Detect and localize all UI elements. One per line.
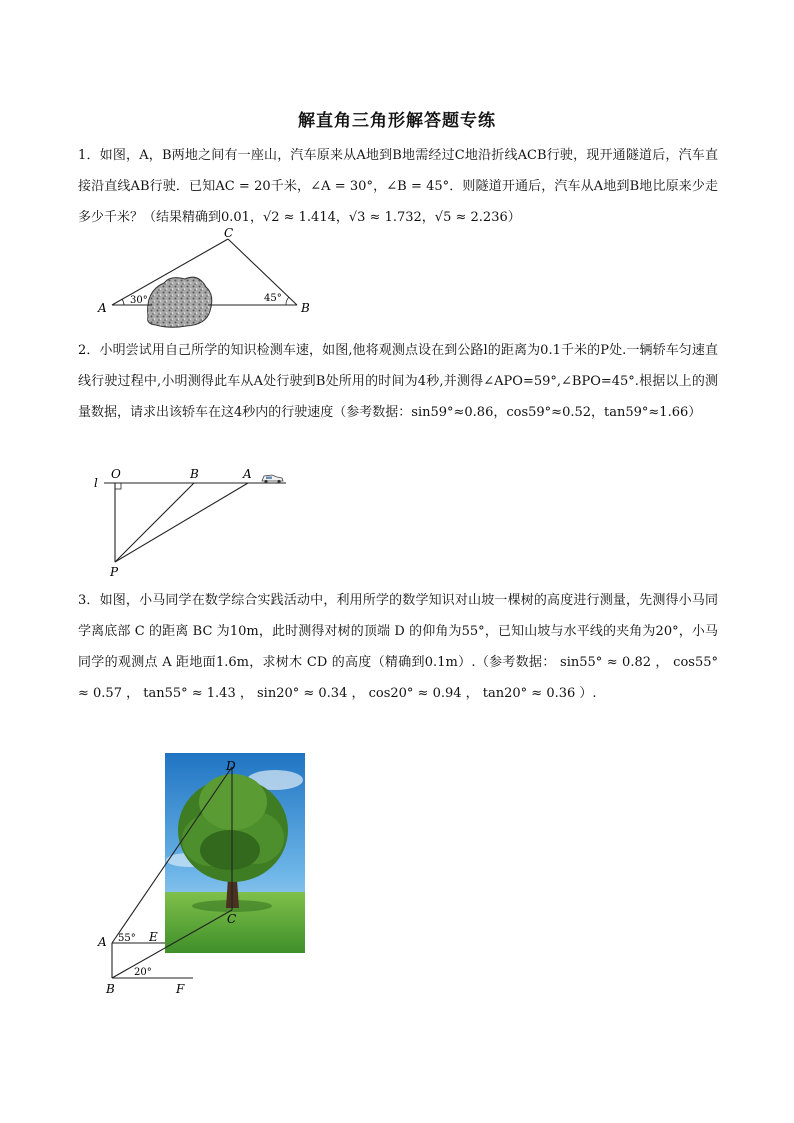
problem-1-text: 1．如图，A，B两地之间有一座山，汽车原来从A地到B地需经过C地沿折线ACB行驶，现开通隧道后，汽车直接沿直线AB行驶．已知AC = 20千米，∠A = 30°，∠B = 45°．则隧道开通后，汽车从A地到B地比原来少走多少千米？（结果精确到0.01，√2 ≈ 1.414，√3 ≈ 1.732，√5 ≈ 2.236） xyxy=(78,148,718,225)
angle-20-label: 20° xyxy=(134,967,152,978)
label-d: D xyxy=(226,759,236,773)
label-e: E xyxy=(149,930,158,944)
problem-2-text: 2．小明尝试用自己所学的知识检测车速，如图,他将观测点设在到公路l的距离为0.1千米的P处.一辆轿车匀速直线行驶过程中,小明测得此车从A处行驶到B处所用的时间为4秒,并测得∠APO=59°,∠BPO=45°.根据以上的测量数据，请求出该轿车在这4秒内的行驶速度（参考数据：sin59°≈0.86，cos59°≈0.52，tan59°≈1.66） xyxy=(78,343,718,420)
label-b: B xyxy=(106,982,115,996)
label-c: C xyxy=(227,912,237,926)
label-f: F xyxy=(176,982,185,996)
label-b: B xyxy=(301,301,310,315)
figure-1-mountain-triangle xyxy=(90,225,330,335)
figure-2-road-observation xyxy=(88,465,298,580)
right-angle-mark xyxy=(115,483,121,489)
problem-3-text: 3．如图，小马同学在数学综合实践活动中，利用所学的数学知识对山坡一棵树的高度进行测量，先测得小马同学离底部 C 的距离 BC 为10m，此时测得对树的顶端 D 的仰角为55°，已知山坡与水平线的夹角为20°，小马同学的观测点 A 距地面1.6m，求树木 CD 的高度（精确到0.1m）.（参考数据： sin55° ≈ 0.82 ， cos55° ≈ 0.57 ， tan55° ≈ 1.43 ， sin20° ≈ 0.34 ， cos20° ≈ 0.94 ， tan20° ≈ 0.36 ）. xyxy=(78,593,718,701)
label-a: A xyxy=(243,467,252,481)
label-p: P xyxy=(110,565,119,579)
angle-a-label: 30° xyxy=(130,295,148,306)
label-a: A xyxy=(98,935,107,949)
label-a: A xyxy=(98,301,107,315)
angle-b-label: 45° xyxy=(264,293,282,304)
label-o: O xyxy=(111,467,121,481)
figure-3-tree-measurement xyxy=(90,750,320,1000)
label-b: B xyxy=(190,467,199,481)
segment-cb xyxy=(228,239,297,305)
page-title: 解直角三角形解答题专练 xyxy=(298,111,496,131)
label-l: l xyxy=(94,476,98,490)
label-c: C xyxy=(224,226,234,240)
mountain-shape xyxy=(148,277,212,327)
car-icon xyxy=(262,475,283,483)
angle-55-label: 55° xyxy=(118,933,136,944)
